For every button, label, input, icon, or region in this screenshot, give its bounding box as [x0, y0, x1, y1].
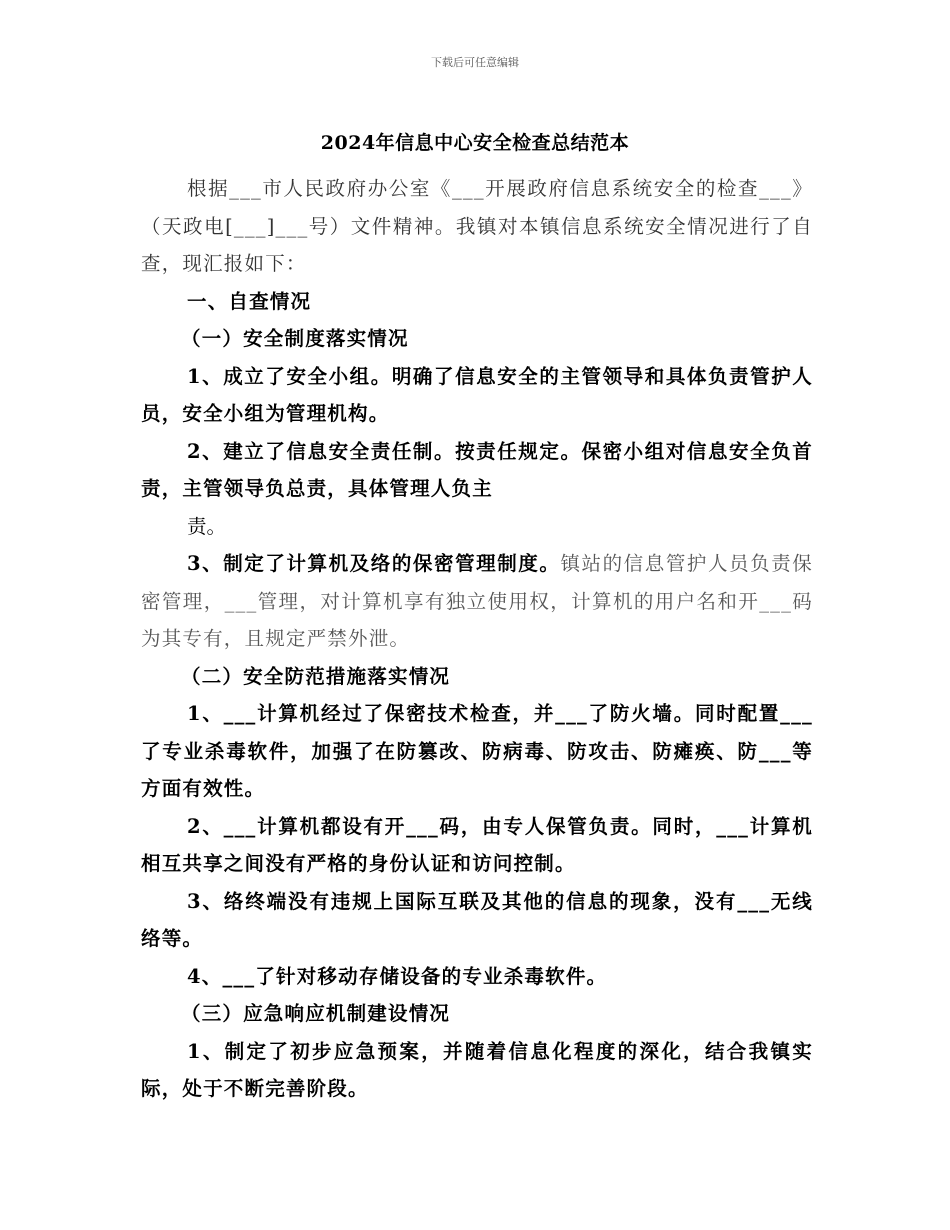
document-title: 2024年信息中心安全检查总结范本 — [320, 132, 630, 154]
subsection-heading-security-system: （一）安全制度落实情况 — [181, 327, 409, 350]
page-header: 下载后可任意编辑 — [431, 56, 519, 69]
paragraph-network-terminals: 3、络终端没有违规上国际互联及其他的信息的现象，没有___无线络等。 — [141, 889, 813, 950]
intro-paragraph: 根据___市人民政府办公室《___开展政府信息系统安全的检查___》（天政电[___]___号）文件精神。我镇对本镇信息系统安全情况进行了自查，现汇报如下： — [141, 177, 813, 275]
paragraph-removable-storage: 4、___了针对移动存储设备的专业杀毒软件。 — [187, 964, 608, 988]
paragraph-passwords: 2、___计算机都设有开___码，由专人保管负责。同时，___计算机相互共享之间没有严格的身份认证和访问控制。 — [141, 814, 813, 875]
paragraph-firewall: 1、___计算机经过了保密技术检查，并___了防火墙。同时配置___了专业杀毒软件，加强了在防篡改、防病毒、防攻击、防瘫痪、防___等方面有效性。 — [141, 702, 813, 800]
confidentiality-rules-detail: 镇站的信息管护人员负责保密管理，___管理，对计算机享有独立使用权，计算机的用户名和开___码为其专有，且规定严禁外泄。 — [141, 552, 813, 650]
subsection-heading-emergency-response: （三）应急响应机制建设情况 — [181, 1002, 451, 1025]
document-body — [141, 170, 813, 1108]
paragraph-continuation: 责。 — [187, 514, 227, 538]
section-heading-self-check: 一、自查情况 — [187, 289, 312, 313]
subsection-heading-prevention-measures: （二）安全防范措施落实情况 — [181, 664, 451, 688]
confidentiality-rules-lead: 3、制定了计算机及络的保密管理制度。 — [187, 552, 561, 575]
paragraph-responsibility-system: 2、建立了信息安全责任制。按责任规定。保密小组对信息安全负首责，主管领导负总责，具体管理人负主 — [141, 439, 813, 500]
paragraph-security-group: 1、成立了安全小组。明确了信息安全的主管领导和具体负责管护人员，安全小组为管理机构。 — [141, 364, 813, 425]
paragraph-confidentiality-rules — [141, 545, 813, 658]
paragraph-emergency-plan: 1、制定了初步应急预案，并随着信息化程度的深化，结合我镇实际，处于不断完善阶段。 — [141, 1039, 813, 1100]
